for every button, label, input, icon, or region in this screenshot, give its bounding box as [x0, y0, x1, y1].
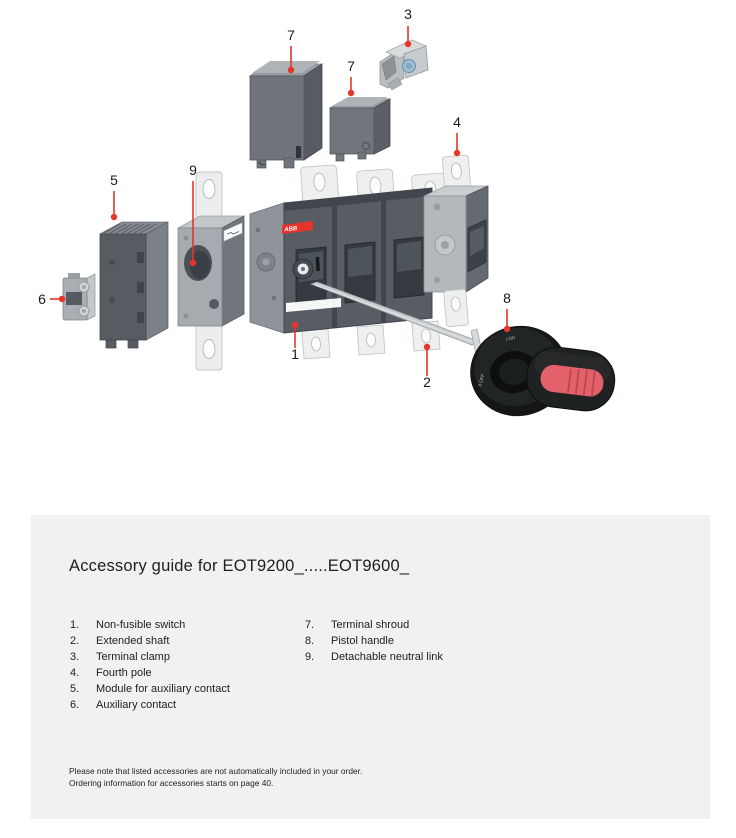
item-number: 8. [305, 635, 315, 647]
item-label: Terminal clamp [96, 651, 170, 663]
part-terminal-clamp [380, 40, 428, 90]
callout-number: 9 [189, 162, 197, 178]
list-item [70, 697, 230, 713]
callout-6 [38, 291, 65, 307]
item-number: 5. [70, 683, 80, 695]
list-item [70, 665, 230, 681]
callout-number: 1 [291, 346, 299, 362]
item-number: 4. [70, 667, 80, 679]
list-item [70, 633, 230, 649]
list-item [70, 649, 230, 665]
item-label: Auxiliary contact [96, 699, 177, 711]
part-neutral-link [178, 172, 244, 370]
callout-4 [453, 114, 461, 156]
list-item [305, 633, 443, 649]
callout-2 [423, 344, 431, 390]
part-aux-contact [63, 273, 95, 320]
part-aux-contact-module [100, 222, 168, 348]
list-item [305, 649, 443, 665]
part-main-switch [250, 165, 451, 359]
callout-number: 5 [110, 172, 118, 188]
item-number: 9. [305, 651, 315, 663]
callout-5 [110, 172, 118, 220]
item-label: Non-fusible switch [96, 619, 186, 631]
callout-number: 8 [503, 290, 511, 306]
item-number: 2. [70, 635, 80, 647]
accessory-guide-panel [31, 515, 710, 819]
item-label: Detachable neutral link [331, 651, 443, 663]
part-pistol-handle [462, 317, 618, 425]
accessory-list-column-1 [70, 617, 230, 713]
callout-number: 3 [404, 6, 412, 22]
item-number: 7. [305, 619, 315, 631]
callout-number: 7 [347, 58, 355, 74]
callout-8 [503, 290, 511, 332]
item-label: Terminal shroud [331, 619, 410, 631]
callout-7b [347, 58, 355, 96]
item-label: Extended shaft [96, 635, 170, 647]
accessory-list-column-2 [305, 617, 443, 665]
part-terminal-shroud-large [250, 61, 322, 168]
item-number: 6. [70, 699, 80, 711]
item-label: Fourth pole [96, 667, 152, 679]
order-note-line-2: Ordering information for accessories starts on page 40. [69, 777, 274, 788]
handle-off-label: 0 OFF [477, 373, 486, 387]
callout-number: 7 [287, 27, 295, 43]
item-label: Module for auxiliary contact [96, 683, 230, 695]
list-item [70, 681, 230, 697]
item-number: 3. [70, 651, 80, 663]
part-terminal-shroud-small [330, 97, 390, 161]
item-number: 1. [70, 619, 80, 631]
callout-number: 6 [38, 291, 46, 307]
order-notes [69, 766, 362, 789]
order-note-line-1: Please note that listed accessories are not automatically included in your order. [69, 766, 363, 776]
callout-number: 4 [453, 114, 461, 130]
abb-logo: ABB [284, 225, 298, 234]
list-item [70, 617, 230, 633]
item-label: Pistol handle [331, 635, 394, 647]
panel-title: Accessory guide for EOT9200_.....EOT9600_ [69, 557, 410, 575]
list-item [305, 617, 443, 633]
callout-number: 2 [423, 374, 431, 390]
handle-on-label: I ON [505, 334, 516, 342]
